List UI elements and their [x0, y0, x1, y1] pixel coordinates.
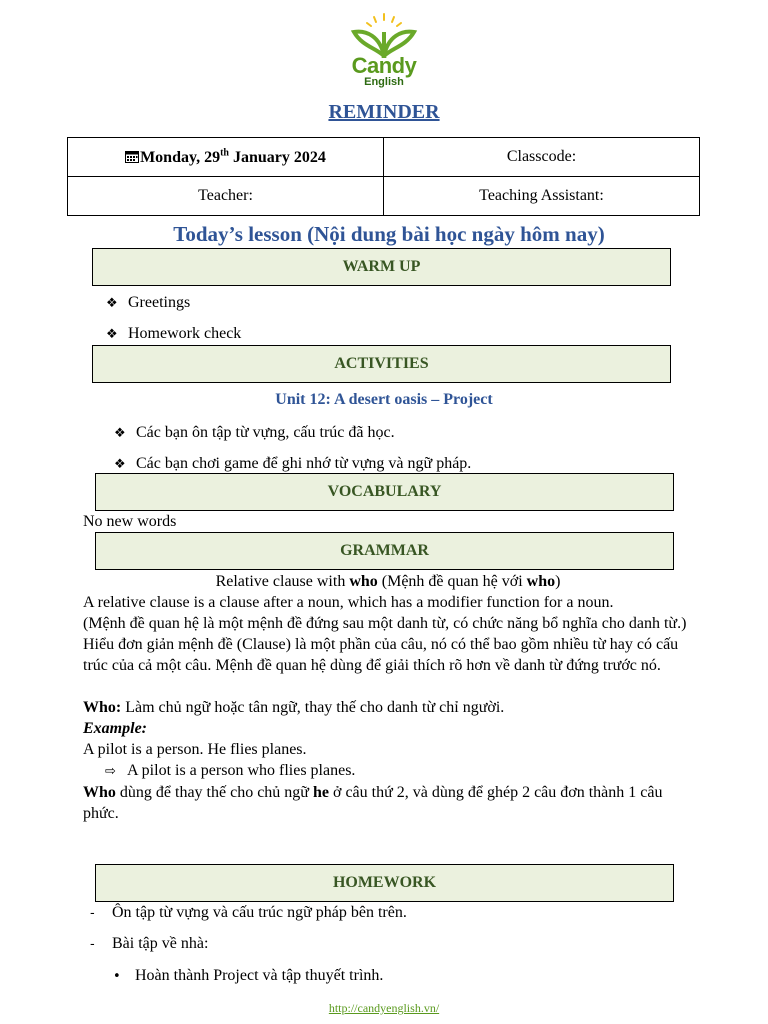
- list-item: [90, 934, 208, 955]
- grammar-paragraph: (Mệnh đề quan hệ là một mệnh đề đứng sau một danh từ, có chức năng bổ nghĩa cho danh từ.): [83, 615, 687, 632]
- spacer: [83, 676, 693, 697]
- example-label-text: Example:: [83, 720, 147, 737]
- vocabulary-text: No new words: [83, 513, 177, 530]
- who-text: Làm chủ ngữ hoặc tân ngữ, thay thế cho danh từ chỉ người.: [121, 699, 505, 716]
- list-item: [114, 454, 471, 475]
- dash-bullet: -: [90, 937, 95, 952]
- list-item-text: Các bạn ôn tập từ vựng, cấu trúc đã học.: [136, 424, 395, 441]
- dash-bullet: -: [90, 906, 95, 921]
- list-item: [90, 903, 407, 924]
- vocabulary-heading: VOCABULARY: [95, 473, 674, 511]
- note-keyword: Who: [83, 784, 116, 801]
- website-link[interactable]: http://candyenglish.vn/: [328, 1001, 440, 1015]
- diamond-bullet-icon: ❖: [106, 327, 118, 342]
- unit-title: Unit 12: A desert oasis – Project: [275, 391, 493, 408]
- note-text: ở câu thứ 2, và dùng để ghép 2 câu đơn thành 1 câu phức.: [83, 784, 663, 822]
- example-result: [83, 760, 693, 782]
- assistant-cell: Teaching Assistant:: [384, 177, 700, 216]
- grammar-title-part: (Mệnh đề quan hệ với: [377, 573, 527, 590]
- list-item: [113, 966, 383, 987]
- diamond-bullet-icon: ❖: [114, 457, 126, 472]
- arrow-right-icon: ⇨: [105, 764, 116, 779]
- note-keyword: he: [312, 784, 329, 801]
- list-item-text: Hoàn thành Project và tập thuyết trình.: [135, 967, 384, 984]
- who-definition: [83, 697, 693, 718]
- page-title: REMINDER: [328, 101, 440, 123]
- date-cell: [68, 138, 384, 177]
- list-item: [106, 293, 190, 314]
- list-item-text: Bài tập về nhà:: [112, 935, 209, 952]
- logo-subtitle: English: [364, 76, 404, 88]
- example-sentence: A pilot is a person. He flies planes.: [83, 741, 307, 758]
- list-item-text: Homework check: [128, 325, 242, 342]
- logo-name: Candy: [351, 53, 417, 78]
- grammar-paragraph: A relative clause is a clause after a noun, which has a modifier function for a noun.: [83, 594, 614, 611]
- grammar-paragraph: Hiểu đơn giản mệnh đề (Clause) là một phần của câu, nó có thể bao gồm nhiều từ hay có cấu trúc của cả một câu. Mệnh đề quan hệ dùng để giải thích rõ hơn về danh từ đứng trước nó.: [83, 636, 679, 674]
- list-item-text: Ôn tập từ vựng và cấu trúc ngữ pháp bên trên.: [112, 904, 407, 921]
- list-item: [114, 423, 395, 444]
- teacher-cell: Teacher:: [68, 177, 384, 216]
- grammar-content: [83, 571, 693, 824]
- calendar-icon: [125, 150, 139, 163]
- activities-heading: ACTIVITIES: [92, 345, 671, 383]
- candy-english-logo: [346, 12, 422, 96]
- grammar-title-keyword: who: [526, 573, 556, 590]
- date-day: Monday, 29: [140, 148, 221, 166]
- leaf-sun-icon: [348, 12, 420, 58]
- note-text: dùng để thay thế cho chủ ngữ: [115, 784, 313, 801]
- warm-up-heading: WARM UP: [92, 248, 671, 286]
- dot-bullet-icon: •: [113, 969, 121, 984]
- grammar-title-part: Relative clause with: [215, 573, 350, 590]
- list-item-text: Greetings: [128, 294, 191, 311]
- lesson-title: Today’s lesson (Nội dung bài học ngày hôm nay): [173, 222, 605, 246]
- class-info-table: [67, 137, 700, 216]
- example-label: [83, 718, 693, 739]
- list-item: [106, 324, 241, 345]
- who-label: Who:: [83, 699, 122, 716]
- date-month-year: January 2024: [229, 148, 326, 166]
- grammar-title-keyword: who: [349, 573, 378, 590]
- list-item-text: Các bạn chơi game để ghi nhớ từ vựng và ngữ pháp.: [136, 455, 472, 472]
- example-result-text: A pilot is a person who flies planes.: [127, 762, 356, 779]
- diamond-bullet-icon: ❖: [106, 296, 118, 311]
- diamond-bullet-icon: ❖: [114, 426, 126, 441]
- classcode-cell: Classcode:: [384, 138, 700, 177]
- grammar-title-part: ): [555, 573, 561, 590]
- date-text: [140, 149, 326, 166]
- footer: [0, 1001, 768, 1016]
- grammar-title: [83, 571, 693, 592]
- grammar-heading: GRAMMAR: [95, 532, 674, 570]
- date-ordinal: th: [220, 147, 229, 159]
- grammar-note: [83, 782, 693, 824]
- homework-heading: HOMEWORK: [95, 864, 674, 902]
